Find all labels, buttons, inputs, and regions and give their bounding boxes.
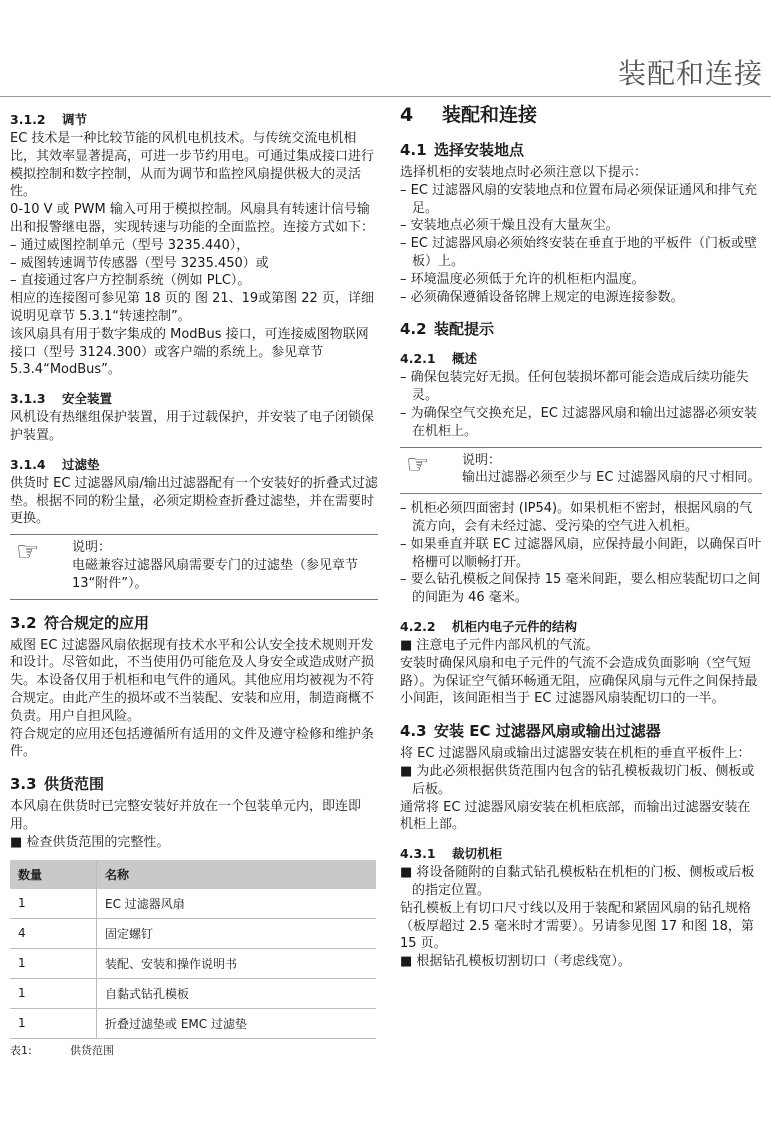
note-box xyxy=(10,534,378,599)
section-heading-4-2-2: 4.2.2 机柜内电子元件的结构 xyxy=(400,618,578,634)
page-header-title: 装配和连接 xyxy=(617,57,763,90)
table-cell-name: 固定螺钉 xyxy=(97,918,377,948)
list-item: – 环境温度必须低于允许的机柜柜内温度。 xyxy=(400,271,645,287)
table-cell-name: 折叠过滤垫或 EMC 过滤垫 xyxy=(97,1008,377,1038)
paragraph: 选择机柜的安装地点时必须注意以下提示： xyxy=(400,165,648,180)
section-heading-4-3: 4.3 安装 EC 过滤器风扇或输出过滤器 xyxy=(400,722,661,741)
list-item: – 必须确保遵循设备铭牌上规定的电源连接参数。 xyxy=(400,289,684,305)
note-label: 说明： xyxy=(462,452,502,468)
checklist-item: ■ 注意电子元件内部风机的气流。 xyxy=(400,637,599,653)
list-item: – 机柜必须四面密封 (IP54)。如果机柜不密封，根据风扇的气流方向，会有未经过滤、受污染的空气进入机柜。 xyxy=(400,501,753,534)
table-cell-name: 装配、安装和操作说明书 xyxy=(97,948,377,978)
list-item: – 为确保空气交换充足，EC 过滤器风扇和输出过滤器必须安装在机柜上。 xyxy=(400,405,758,439)
section-heading-3-3: 3.3 供货范围 xyxy=(10,775,105,794)
table-cell-name: EC 过滤器风扇 xyxy=(97,889,377,919)
paragraph: 相应的连接图可参见第 18 页的 图 21、19或第图 22 页，详细说明见章节 5.3.1“转速控制”。 xyxy=(10,291,374,324)
section-heading-4-2-1: 4.2.1 概述 xyxy=(400,351,478,367)
table-cell-quantity: 1 xyxy=(10,978,97,1008)
pointing-hand-icon: ☞ xyxy=(16,537,40,568)
section-heading-3-2: 3.2 符合规定的应用 xyxy=(10,613,150,632)
list-item: – 要么钻孔模板之间保持 15 毫米间距，要么相应装配切口之间的间距为 46 毫米。 xyxy=(400,572,761,606)
note-text: 输出过滤器必须至少与 EC 过滤器风扇的尺寸相同。 xyxy=(462,470,761,486)
paragraph: 安装时确保风扇和电子元件的气流不会造成负面影响（空气短路）。为保证空气循环畅通无阻，应确保风扇与元件之间保持最小间距，该间距相当于 EC 过滤器风扇装配切口的一半。 xyxy=(400,655,758,707)
checklist-item: ■ 将设备随附的自黏式钻孔模板粘在机柜的门板、侧板或后板的指定位置。 xyxy=(400,865,755,898)
left-column xyxy=(10,100,378,1058)
table-caption: 表1: 供货范围 xyxy=(10,1043,114,1057)
paragraph: 该风扇具有用于数字集成的 ModBus 接口，可连接威图物联网接口（型号 3124.300）或客户端的系统上。参见章节 5.3.4“ModBus”。 xyxy=(10,326,369,378)
note-label: 说明： xyxy=(72,540,112,556)
list-item: – 安装地点必须干燥且没有大量灰尘。 xyxy=(400,218,619,234)
right-column xyxy=(400,100,762,971)
section-heading-3-1-4: 3.1.4 过滤垫 xyxy=(10,456,100,472)
header-divider xyxy=(0,96,771,97)
section-heading-4-3-1: 4.3.1 裁切机柜 xyxy=(400,846,503,862)
paragraph: 通常将 EC 过滤器风扇安装在机柜底部，而输出过滤器安装在机柜上部。 xyxy=(400,799,751,833)
list-item: – 确保包装完好无损。任何包装损坏都可能会造成后续功能失灵。 xyxy=(400,370,749,404)
paragraph: 供货时 EC 过滤器风扇/输出过滤器配有一个安装好的折叠式过滤垫。根据不同的粉尘量，必须定期检查折叠过滤垫，并在需要时更换。 xyxy=(10,475,378,527)
list-item: – 通过威图控制单元（型号 3235.440）， xyxy=(10,237,250,253)
table-header-row xyxy=(10,860,376,889)
list-item: – 威图转速调节传感器（型号 3235.450）或 xyxy=(10,255,269,271)
checklist-item: ■ 为此必须根据供货范围内包含的钻孔模板裁切门板、侧板或后板。 xyxy=(400,763,755,797)
section-heading-3-1-3: 3.1.3 安全装置 xyxy=(10,391,113,407)
table-row xyxy=(10,948,376,978)
table-header-quantity: 数量 xyxy=(10,860,97,889)
list-item: – 直接通过客户方控制系统（例如 PLC）。 xyxy=(10,273,251,289)
table-row xyxy=(10,889,376,919)
paragraph: 本风扇在供货时已完整安装好并放在一个包装单元内，即连即用。 xyxy=(10,799,362,832)
table-cell-quantity: 1 xyxy=(10,948,97,978)
list-item: – 如果垂直并联 EC 过滤器风扇，应保持最小间距，以确保百叶格栅可以顺畅打开。 xyxy=(400,536,762,570)
section-heading-3-1-2: 3.1.2 调节 xyxy=(10,112,88,127)
section-heading-4-1: 4.1 选择安装地点 xyxy=(400,141,525,159)
paragraph: 0-10 V 或 PWM 输入可用于模拟控制。风扇具有转速计信号输出和报警继电器，实现转速与功能的全面监控。连接方式如下： xyxy=(10,202,375,235)
table-cell-name: 自黏式钻孔模板 xyxy=(97,978,377,1008)
note-box xyxy=(400,447,762,495)
delivery-scope-table xyxy=(10,860,376,1039)
chapter-heading-4: 4 装配和连接 xyxy=(400,104,538,126)
table-cell-quantity: 1 xyxy=(10,889,97,919)
table-header-name: 名称 xyxy=(97,860,377,889)
table-row xyxy=(10,978,376,1008)
table-cell-quantity: 1 xyxy=(10,1008,97,1038)
table-row xyxy=(10,1008,376,1038)
paragraph: EC 技术是一种比较节能的风机电机技术。与传统交流电机相比，其效率显著提高，可进一步节约用电。可通过集成接口进行模拟控制和数字控制，从而为调节和监控风扇提供极大的灵活性。 xyxy=(10,131,375,200)
note-text: 电磁兼容过滤器风扇需要专门的过滤垫（参见章节 13“附件”）。 xyxy=(72,557,359,591)
checklist-item: ■ 根据钻孔模板切割切口（考虑线宽）。 xyxy=(400,954,631,970)
table-cell-quantity: 4 xyxy=(10,918,97,948)
paragraph: 符合规定的应用还包括遵循所有适用的文件及遵守检修和维护条件。 xyxy=(10,726,375,760)
paragraph: 风机设有热继组保护装置，用于过载保护，并安装了电子闭锁保护装置。 xyxy=(10,410,375,443)
section-heading-4-2: 4.2 装配提示 xyxy=(400,320,495,339)
checklist-item: ■ 检查供货范围的完整性。 xyxy=(10,834,170,850)
table-row xyxy=(10,918,376,948)
list-item: – EC 过滤器风扇的安装地点和位置布局必须保证通风和排气充足。 xyxy=(400,182,758,216)
paragraph: 钻孔模板上有切口尺寸线以及用于装配和紧固风扇的钻孔规格（板厚超过 2.5 毫米时才需要）。另请参见图 17 和图 18，第 15 页。 xyxy=(400,900,754,952)
paragraph: 威图 EC 过滤器风扇依据现有技术水平和公认安全技术规则开发和设计。尽管如此，不当使用仍可能危及人身安全或造成财产损失。本设备仅用于机柜和电气件的通风。其他应用均被视为不符合规定。由此产生的损坏或不当装配、安装和应用，制造商概不负责。用户自担风险。 xyxy=(10,637,375,724)
list-item: – EC 过滤器风扇必须始终安装在垂直于地的平板件（门板或壁板）上。 xyxy=(400,236,758,269)
pointing-hand-icon: ☞ xyxy=(406,449,430,480)
paragraph: 将 EC 过滤器风扇或输出过滤器安装在机柜的垂直平板件上： xyxy=(400,746,751,762)
